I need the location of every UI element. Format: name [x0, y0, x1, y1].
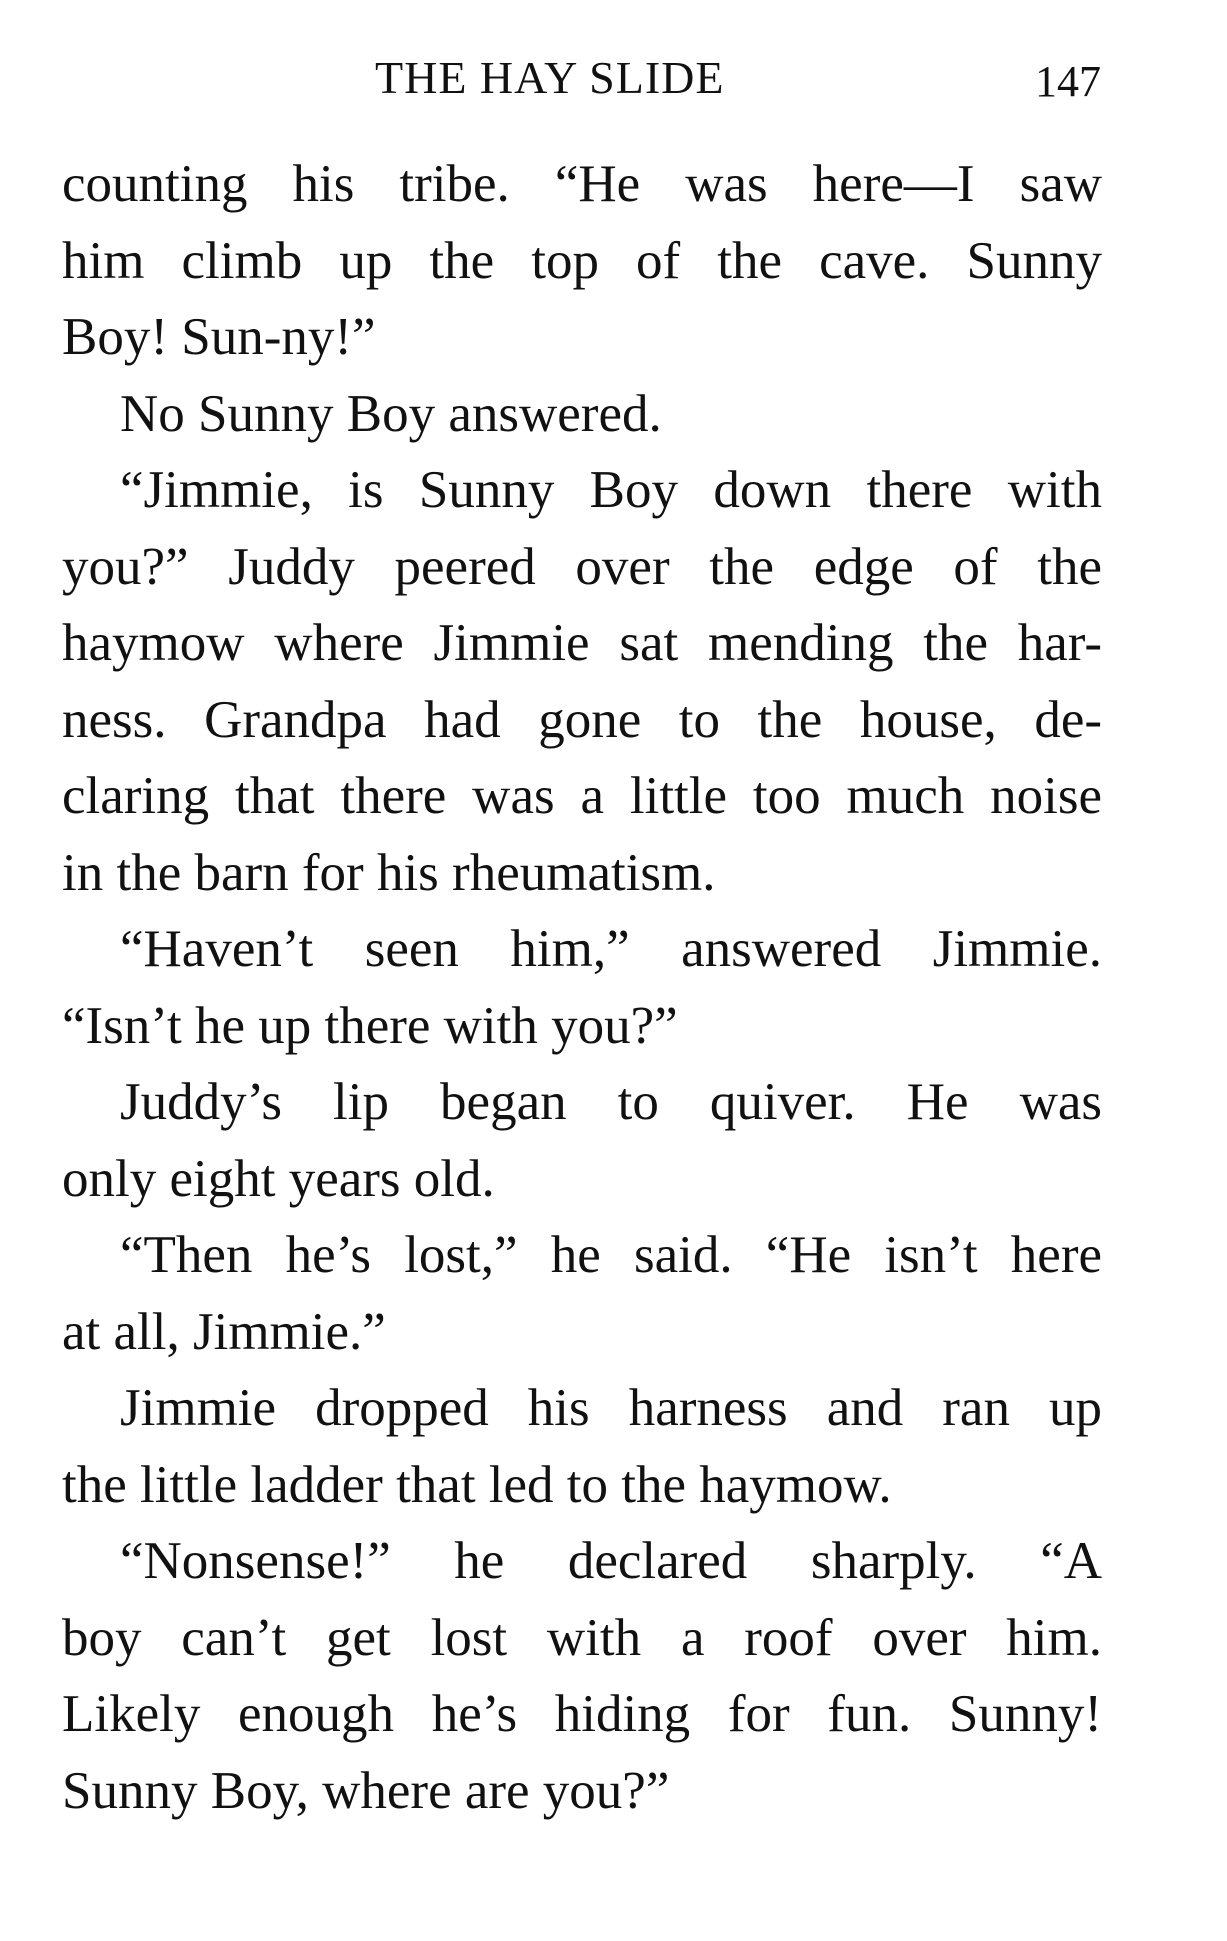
text-line: you?” Juddy peered over the edge of the: [62, 537, 1102, 596]
text-line: claring that there was a little too much noise: [62, 767, 1102, 825]
text-line: Jimmie dropped his harness and ran up: [120, 1379, 1102, 1437]
text-line: haymow where Jimmie sat mending the har-: [62, 614, 1102, 672]
chapter-title: THE HAY SLIDE: [375, 52, 725, 103]
text-line: “Haven’t seen him,” answered Jimmie.: [120, 920, 1102, 978]
text-line: ness. Grandpa had gone to the house, de-: [62, 690, 1102, 749]
text-line: “Isn’t he up there with you?”: [62, 996, 678, 1055]
paragraph: [62, 1370, 1102, 1523]
text-line: No Sunny Boy answered.: [120, 384, 662, 443]
paragraph: [62, 1217, 1102, 1370]
paragraph: [62, 1523, 1102, 1829]
text-line: Juddy’s lip began to quiver. He was: [120, 1073, 1102, 1131]
text-line: “Nonsense!” he declared sharply. “A: [120, 1532, 1102, 1590]
text-line: “Jimmie, is Sunny Boy down there with: [120, 461, 1102, 519]
paragraph: [62, 911, 1102, 1064]
page-number: 147: [1035, 57, 1101, 106]
paragraph: [62, 452, 1102, 911]
text-line: boy can’t get lost with a roof over him.: [62, 1608, 1102, 1667]
text-line: him climb up the top of the cave. Sunny: [62, 231, 1102, 290]
paragraph: [62, 146, 1102, 376]
text-line: the little ladder that led to the haymow.: [62, 1455, 892, 1514]
running-head: [0, 48, 1227, 108]
paragraph: [62, 376, 1102, 453]
text-line: counting his tribe. “He was here—I saw: [62, 155, 1102, 213]
text-line: only eight years old.: [62, 1149, 495, 1208]
text-line: in the barn for his rheumatism.: [62, 843, 716, 902]
paragraph: [62, 1064, 1102, 1217]
text-line: at all, Jimmie.”: [62, 1302, 386, 1361]
text-line: Likely enough he’s hiding for fun. Sunny!: [62, 1685, 1102, 1743]
text-line: “Then he’s lost,” he said. “He isn’t here: [120, 1226, 1102, 1284]
body-text: [62, 146, 1102, 1829]
text-line: Boy! Sun-ny!”: [62, 308, 376, 366]
text-line: Sunny Boy, where are you?”: [62, 1761, 670, 1820]
